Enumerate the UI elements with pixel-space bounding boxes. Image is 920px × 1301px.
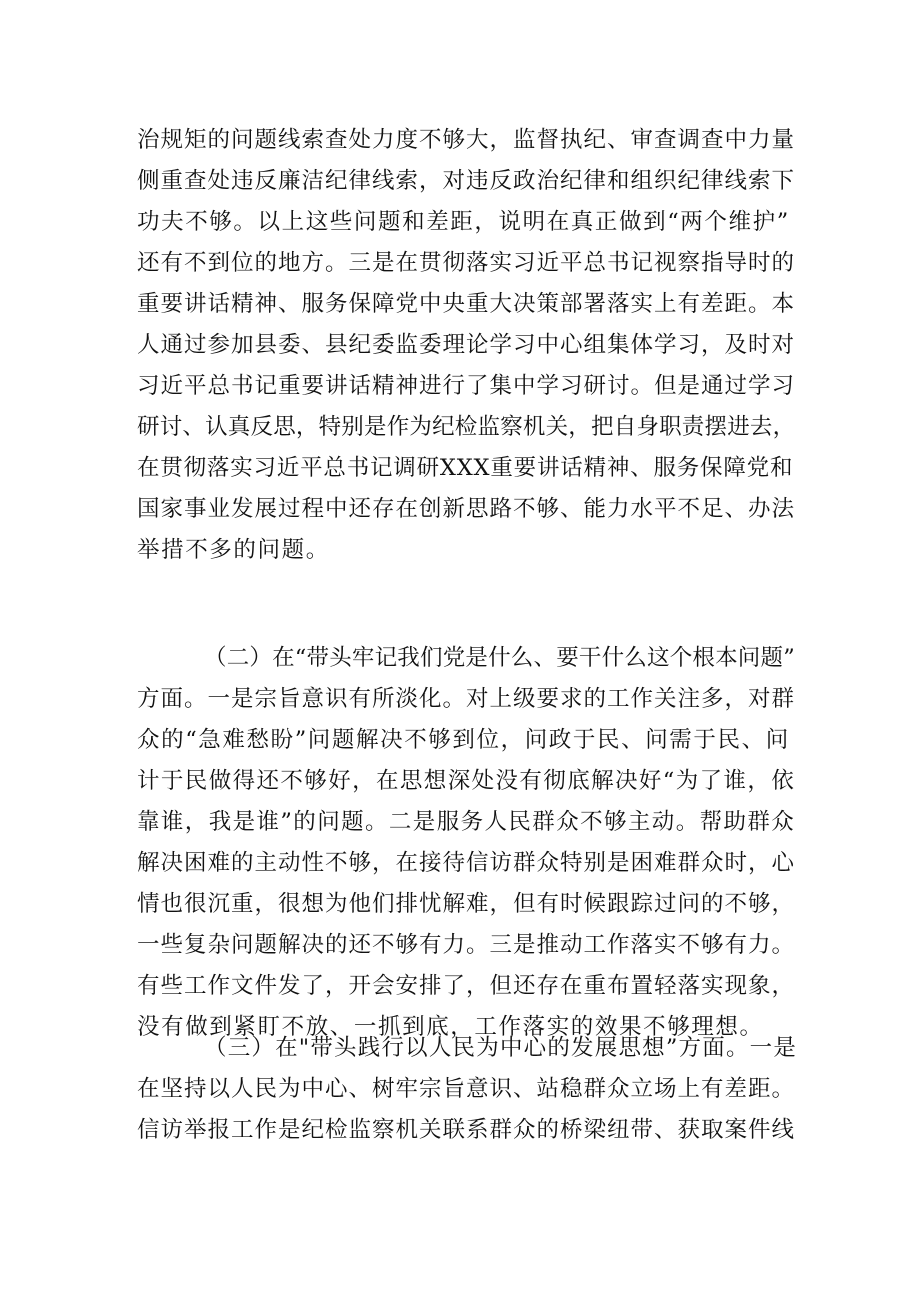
paragraph-section-three	[137, 1028, 797, 1151]
section-heading-line: （三）在"带头践行以人民为中心的发展思想”方面。一是	[204, 1035, 798, 1061]
text-line: 解决困难的主动性不够，在接待信访群众特别是困难群众时，心	[137, 850, 796, 876]
text-line: 计于民做得还不够好，在思想深处没有彻底解决好“为了谁，依	[137, 768, 796, 794]
text-line: 靠谁，我是谁”的问题。二是服务人民群众不够主动。帮助群众	[137, 809, 796, 835]
text-line: 人通过参加县委、县纪委监委理论学习中心组集体学习，及时对	[137, 332, 796, 358]
text-line: 有些工作文件发了，开会安排了，但还存在重布置轻落实现象，	[137, 973, 796, 999]
text-line: 治规矩的问题线索查处力度不够大，监督执纪、审查调查中力量	[137, 127, 796, 153]
text-line: 侧重查处违反廉洁纪律线索，对违反政治纪律和组织纪律线索下	[137, 168, 796, 194]
text-line: 方面。一是宗旨意识有所淡化。对上级要求的工作关注多，对群	[137, 686, 796, 712]
text-line: 功夫不够。以上这些问题和差距，说明在真正做到“两个维护”	[137, 209, 790, 235]
text-line: 国家事业发展过程中还存在创新思路不够、能力水平不足、办法	[137, 496, 796, 522]
text-line: 没有做到紧盯不放、一抓到底，工作落实的效果不够理想。	[137, 1014, 764, 1040]
text-line: 在坚持以人民为中心、树牢宗旨意识、站稳群众立场上有差距。	[137, 1076, 796, 1102]
text-line: 举措不多的问题。	[137, 537, 330, 563]
text-line: 情也很沉重，很想为他们排忧解难，但有时候跟踪过问的不够，	[137, 891, 796, 917]
paragraph-continued	[137, 120, 797, 571]
text-line: 在贯彻落实习近平总书记调研XXX重要讲话精神、服务保障党和	[137, 455, 794, 481]
text-line: 习近平总书记重要讲话精神进行了集中学习研讨。但是通过学习	[137, 373, 796, 399]
text-line: 还有不到位的地方。三是在贯彻落实习近平总书记视察指导时的	[137, 250, 796, 276]
text-line: 众的“急难愁盼”问题解决不够到位，问政于民、问需于民、问	[137, 727, 790, 753]
paragraph-section-two	[137, 638, 797, 1048]
text-line: 一些复杂问题解决的还不够有力。三是推动工作落实不够有力。	[137, 932, 796, 958]
text-line: 重要讲话精神、服务保障党中央重大决策部署落实上有差距。本	[137, 291, 796, 317]
section-heading-line: （二）在“带头牢记我们党是什么、要干什么这个根本问题”	[204, 645, 795, 671]
text-line: 信访举报工作是纪检监察机关联系群众的桥梁纽带、获取案件线	[137, 1117, 796, 1143]
text-line: 研讨、认真反思，特别是作为纪检监察机关，把自身职责摆进去，	[137, 414, 796, 440]
